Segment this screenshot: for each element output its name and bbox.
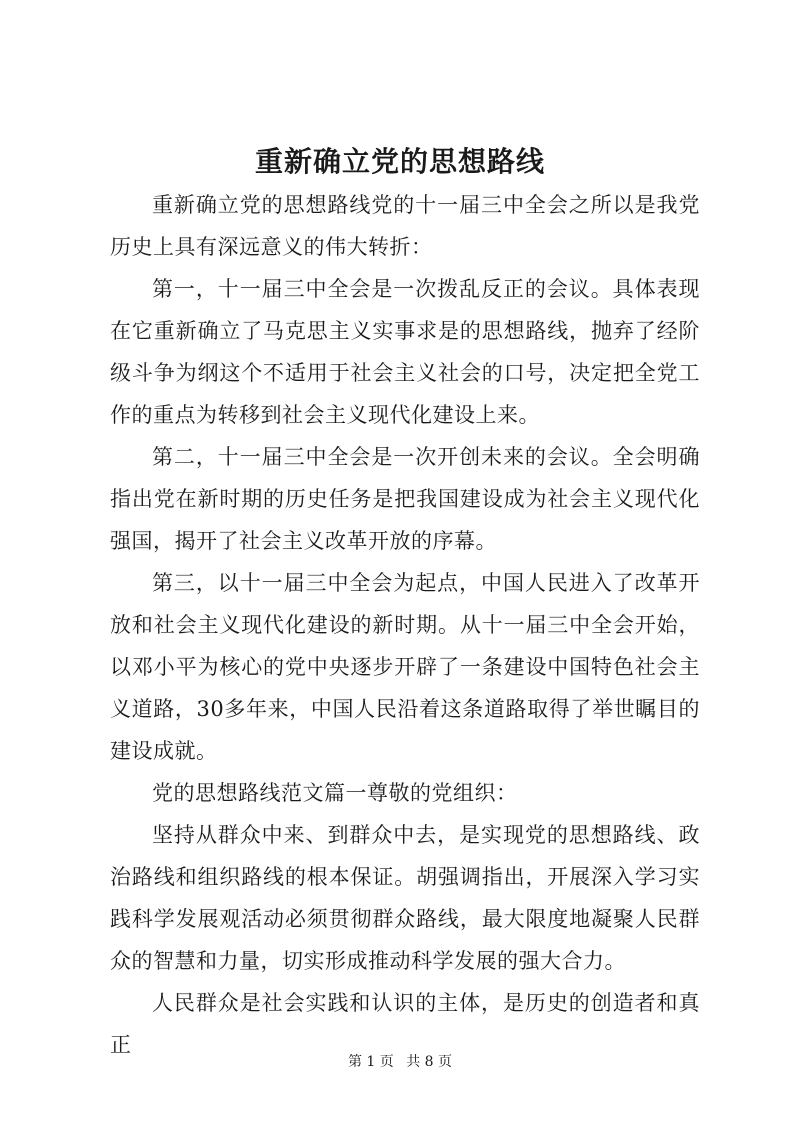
paragraph: 第一，十一届三中全会是一次拨乱反正的会议。具体表现在它重新确立了马克思主义实事求是的思想路线，抛弃了经阶级斗争为纲这个不适用于社会主义社会的口号，决定把全党工作的重点为转移到社会主义现代化建设上来。 xyxy=(110,277,700,427)
paragraph: 党的思想路线范文篇一尊敬的党组织： xyxy=(152,781,518,805)
page-footer xyxy=(0,1052,800,1072)
document-title: 重新确立党的思想路线 xyxy=(254,145,545,178)
paragraph: 坚持从群众中来、到群众中去，是实现党的思想路线、政治路线和组织路线的根本保证。胡强调指出，开展深入学习实践科学发展观活动必须贯彻群众路线，最大限度地凝聚人民群众的智慧和力量，切实形成推动科学发展的强大合力。 xyxy=(110,823,700,973)
page-number: 第 1 页 xyxy=(347,1054,394,1070)
paragraph: 人民群众是社会实践和认识的主体，是历史的创造者和真正 xyxy=(110,991,700,1057)
paragraph: 第二，十一届三中全会是一次开创未来的会议。全会明确指出党在新时期的历史任务是把我国建设成为社会主义现代化强国，揭开了社会主义改革开放的序幕。 xyxy=(110,445,700,553)
paragraph: 重新确立党的思想路线党的十一届三中全会之所以是我党历史上具有深远意义的伟大转折： xyxy=(110,193,700,259)
paragraph: 第三，以十一届三中全会为起点，中国人民进入了改革开放和社会主义现代化建设的新时期。从十一届三中全会开始，以邓小平为核心的党中央逐步开辟了一条建设中国特色社会主义道路，30多年来，中国人民沿着这条道路取得了举世瞩目的建设成就。 xyxy=(110,571,700,763)
document-body xyxy=(110,184,700,1066)
page-total: 共 8 页 xyxy=(406,1054,453,1070)
